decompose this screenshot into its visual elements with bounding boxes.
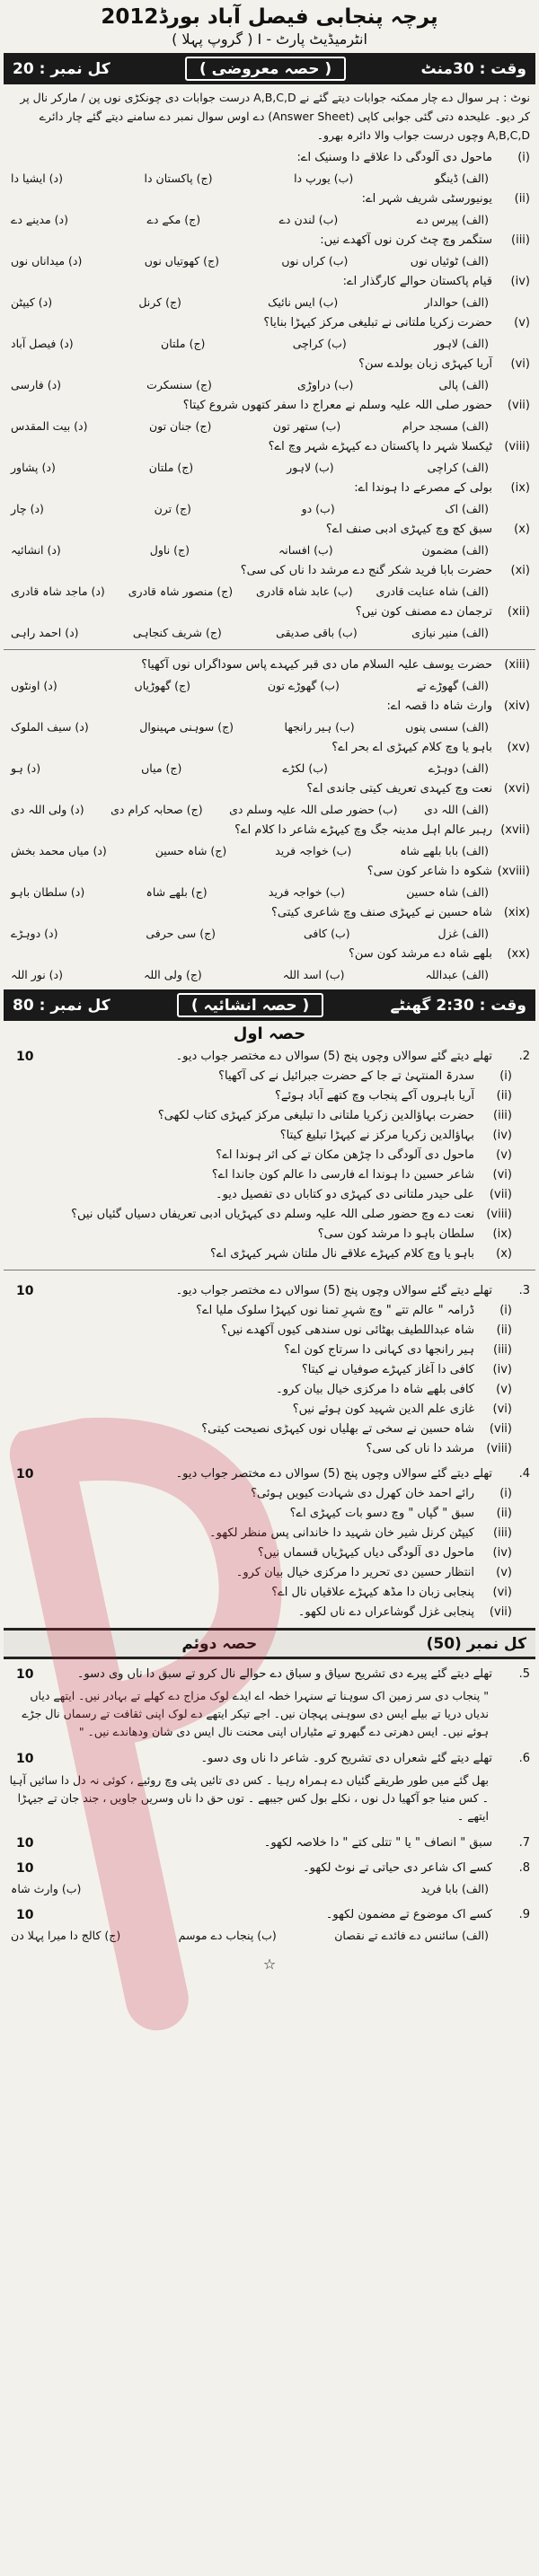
question-text: ترجمان دے مصنف کون نیں؟ xyxy=(355,605,492,619)
short-question-item xyxy=(0,1165,539,1185)
long-option: (ج) کالج دا میرا پہلا دن xyxy=(11,1929,121,1942)
short-question-item xyxy=(0,1563,539,1583)
mcq-option: (ب) لاہور xyxy=(287,461,334,474)
mcq-option: (ج) شریف کنجاہی xyxy=(132,626,222,639)
mcq-option: (الف) ٹوئیاں نوں xyxy=(410,254,489,268)
short-question-item xyxy=(0,1225,539,1244)
mcq-question xyxy=(0,437,539,457)
mcq-question xyxy=(0,313,539,333)
item-text: علی حیدر ملتانی دی کیہڑی دو کتاباں دی تفصیل دیو۔ xyxy=(216,1188,474,1201)
part2-bar xyxy=(4,1628,535,1659)
question-number: (iv) xyxy=(510,275,530,288)
question-text: حضور صلی اللہ علیہ وسلم نے معراج دا سفر کتھوں شروع کیتا؟ xyxy=(182,399,492,412)
item-number: (iv) xyxy=(492,1129,512,1142)
mcq-options xyxy=(0,209,539,231)
long-option: (الف) بابا فرید xyxy=(420,1882,489,1895)
item-number: (v) xyxy=(496,1566,512,1579)
item-text: ڈرامہ " عالم تتے " وچ شہرِ تمنا نوں کیہڑا سلوک ملیا اے؟ xyxy=(196,1304,474,1317)
long-question xyxy=(0,1859,539,1878)
long-question xyxy=(0,1665,539,1684)
question-number: 5. xyxy=(518,1667,530,1681)
mcq-option: (الف) بابا بلھے شاہ xyxy=(400,844,489,857)
question-text: شکوہ دا شاعر کون سی؟ xyxy=(367,865,492,878)
item-number: (v) xyxy=(496,1148,512,1162)
objective-bar xyxy=(4,53,535,84)
short-question-item xyxy=(0,1086,539,1106)
mcq-options xyxy=(0,333,539,355)
long-question xyxy=(0,1749,539,1769)
mcq-option: (ج) سنسکرت xyxy=(146,378,212,391)
mcq-options xyxy=(0,717,539,738)
question-number: 3. xyxy=(518,1284,530,1297)
question-marks: 10 xyxy=(16,1667,34,1682)
item-number: (viii) xyxy=(486,1442,512,1455)
mcq-options xyxy=(0,799,539,821)
mcq-options xyxy=(0,540,539,561)
mcq-option: (د) ماجد شاہ قادری xyxy=(11,585,105,598)
mcq-question xyxy=(0,821,539,840)
mcq-option: (ب) اسد اللہ xyxy=(282,968,345,981)
item-text: آریا باہروں آکے پنجاب وچ کتھے آباد ہوئے؟ xyxy=(275,1089,474,1103)
short-question-heading xyxy=(0,1464,539,1484)
question-number: (vi) xyxy=(510,357,530,371)
item-text: سدرۃ المنتہیٰ تے جا کے حضرت جبرائیل نے کی آکھیا؟ xyxy=(218,1069,474,1083)
question-number: (vii) xyxy=(507,399,530,412)
subjective-bar xyxy=(4,989,535,1021)
mcq-options xyxy=(0,675,539,697)
mcq-option: (الف) مضمون xyxy=(421,543,489,557)
short-question-item xyxy=(0,1524,539,1543)
mcq-option: (الف) کراچی xyxy=(427,461,489,474)
paper-title: پرچہ پنجابی فیصل آباد بورڈ2012 xyxy=(101,5,438,29)
question-text: آریا کیہڑی زبان بولدے سن؟ xyxy=(358,357,492,371)
question-number: (xv) xyxy=(507,741,530,754)
paper-subtitle: انٹرمیڈیٹ پارٹ - I ( گروپ پہلا ) xyxy=(172,31,367,48)
mcq-option: (ج) پاکستان دا xyxy=(144,171,213,185)
mcq-option: (د) اونٹوں xyxy=(11,679,57,692)
subjective-marks: کل نمبر : 80 xyxy=(13,996,110,1015)
mcq-option: (ب) ہیر رانجھا xyxy=(284,720,355,734)
question-marks: 10 xyxy=(16,1836,34,1851)
question-number: (xvi) xyxy=(503,782,530,796)
mcq-option: (د) میداناں نوں xyxy=(11,254,83,268)
mcq-option: (ب) کافی xyxy=(303,927,350,940)
mcq-option: (ب) باقی صدیقی xyxy=(276,626,358,639)
objective-note: نوٹ : ہر سوال دے چار ممکنہ جوابات دیتے گئے نے A,B,C,D درست جوابات دی چونکڑی نوں پن / مارکر نال پر کر دیو۔ علیحدہ دتی گئی جوابی کاپی (Answer Sheet) دے اوس سوال نمبر دے سامنے دیتے گئے چار دائرے A,B,C,D وچوں درست جواب والا دائرہ بھرو۔ xyxy=(20,91,530,142)
mcq-question xyxy=(0,479,539,498)
short-question-item xyxy=(0,1420,539,1439)
question-number: 7. xyxy=(518,1836,530,1850)
short-question-item xyxy=(0,1360,539,1380)
mcq-option: (ب) خواجہ فرید xyxy=(268,885,345,899)
question-number: (xii) xyxy=(507,605,530,619)
mcq-option: (ج) ترن xyxy=(154,502,191,515)
short-question-item xyxy=(0,1583,539,1603)
item-text: انتظار حسین دی تحریر دا مرکزی خیال بیان کرو۔ xyxy=(235,1566,474,1579)
mcq-option: (د) پشاور xyxy=(11,461,56,474)
mcq-option: (ب) حضور صلی اللہ علیہ وسلم دی xyxy=(229,803,398,816)
question-number: (i) xyxy=(517,151,530,164)
item-text: بہاؤالدین زکریا مرکز نے کیہڑا تبلیغ کیتا؟ xyxy=(279,1129,474,1142)
mcq-option: (ب) لکڑے xyxy=(282,761,328,775)
mcq-option: (ج) ملتان xyxy=(148,461,194,474)
mcq-options xyxy=(0,840,539,862)
question-text: سبق " انصاف " یا " تتلی کتے " دا خلاصہ لکھو۔ xyxy=(263,1836,492,1850)
item-number: (ii) xyxy=(496,1323,512,1337)
item-number: (ii) xyxy=(496,1507,512,1520)
mcq-options xyxy=(0,622,539,644)
item-text: باہو یا وچ کلام کیہڑے علاقے نال ملتان شہر کیہڑی اے؟ xyxy=(210,1247,474,1261)
question-text: کسے اک شاعر دی حیاتی تے نوٹ لکھو۔ xyxy=(303,1861,492,1875)
mcq-option: (ب) دراوڑی xyxy=(297,378,354,391)
mcq-option: (الف) شاہ عنایت قادری xyxy=(376,585,489,598)
mcq-option: (الف) اک xyxy=(445,502,489,515)
objective-section: ( حصہ معروضی ) xyxy=(185,57,346,81)
mcq-option: (د) انشائیہ xyxy=(11,543,61,557)
mcq-question xyxy=(0,602,539,622)
mcq-option: (د) سیف الملوک xyxy=(11,720,89,734)
mcq-options xyxy=(0,964,539,986)
item-number: (vii) xyxy=(489,1422,512,1436)
mcq-option: (ج) سی حرفی xyxy=(146,927,216,940)
mcq-question xyxy=(0,520,539,540)
mcq-question xyxy=(0,655,539,675)
item-text: سبق " گپاں " وچ دسو بات کیہڑی اے؟ xyxy=(289,1507,474,1520)
question-text: کسے اک موضوع تے مضمون لکھو۔ xyxy=(325,1908,492,1921)
item-number: (viii) xyxy=(486,1208,512,1221)
objective-marks: کل نمبر : 20 xyxy=(13,59,110,78)
mcq-option: (د) فارسی xyxy=(11,378,62,391)
mcq-option: (ب) لندن دے xyxy=(278,213,339,226)
item-number: (vii) xyxy=(489,1188,512,1201)
short-question-item xyxy=(0,1244,539,1264)
question-number: (viii) xyxy=(504,440,530,453)
question-number: 9. xyxy=(518,1908,530,1921)
question-number: (v) xyxy=(514,316,530,330)
item-number: (x) xyxy=(496,1247,512,1261)
subjective-time: وقت : 2:30 گھنٹے xyxy=(390,997,526,1015)
objective-questions xyxy=(0,148,539,986)
mcq-option: (ب) یورپ دا xyxy=(294,171,354,185)
question-text: نعت وچ کیہدی تعریف کیتی جاندی اے؟ xyxy=(306,782,492,796)
question-text: بلھے شاہ دے مرشد کون سن؟ xyxy=(348,947,492,961)
long-question xyxy=(0,1833,539,1853)
mcq-option: (ب) عابد شاہ قادری xyxy=(256,585,353,598)
question-text: تھلے دیتے گئے شعراں دی تشریح کرو۔ شاعر دا ناں وی دسو۔ xyxy=(200,1752,492,1765)
question-text: حضرت بابا فرید شکر گنج دے مرشد دا ناں کی سی؟ xyxy=(240,564,492,577)
mcq-option: (د) ولی اللہ دی xyxy=(11,803,84,816)
item-text: کافی دا آغاز کیہڑے صوفیاں نے کیتا؟ xyxy=(301,1363,474,1376)
short-question-item xyxy=(0,1205,539,1225)
item-number: (ix) xyxy=(492,1227,512,1241)
question-marks: 10 xyxy=(16,1050,34,1064)
item-text: شاہ عبداللطیف بھٹائی نوں سندھی کیوں آکھدے نیں؟ xyxy=(221,1323,474,1337)
mcq-options xyxy=(0,251,539,272)
item-number: (vi) xyxy=(492,1168,512,1182)
mcq-option: (ب) خواجہ فرید xyxy=(275,844,352,857)
question-number: (ii) xyxy=(514,192,530,206)
item-number: (vi) xyxy=(492,1586,512,1599)
short-question-item xyxy=(0,1341,539,1360)
item-text: شاعر حسین دا ہوندا اے فارسی دا عالم کون جاندا اے؟ xyxy=(211,1168,474,1182)
mcq-options xyxy=(0,374,539,396)
question-marks: 10 xyxy=(16,1861,34,1876)
question-number: (xvii) xyxy=(500,823,530,837)
question-text: یونیورسٹی شریف شہر اے: xyxy=(361,192,492,206)
short-question-item xyxy=(0,1146,539,1165)
question-passage: بھل گئے میں طور طریقے گئیاں دے ہمراہ رہیا ۔ کس دی تائیں پئی وچ روئیے ، کوئی نہ دل دا سائیں آہیا ۔ کس منیا جو آکھیا دل نوں ، نکلے بول کس جیبھے ۔ توں حق دا ناں وسریں جاویں ، جند جان تے جیہڑا ایتھے ۔ xyxy=(9,1773,489,1823)
question-number: 6. xyxy=(518,1752,530,1765)
question-marks: 10 xyxy=(16,1467,34,1481)
mcq-option: (د) میاں محمد بخش xyxy=(11,844,107,857)
subjective-section: ( حصہ انشائیہ ) xyxy=(177,993,323,1017)
question-number: (xiii) xyxy=(504,658,530,672)
mcq-option: (ب) افسانہ xyxy=(278,543,333,557)
mcq-question xyxy=(0,561,539,581)
item-number: (v) xyxy=(496,1383,512,1396)
mcq-options xyxy=(0,882,539,903)
mcq-option: (د) نور اللہ xyxy=(11,968,63,981)
mcq-options xyxy=(0,292,539,313)
mcq-option: (الف) مسجد حرام xyxy=(402,419,489,433)
question-number: (xi) xyxy=(510,564,530,577)
long-options xyxy=(0,1925,539,1947)
question-text: وارث شاہ دا قصہ اے: xyxy=(386,699,492,713)
mcq-option: (الف) پالی xyxy=(438,378,489,391)
question-number: (xiv) xyxy=(503,699,530,713)
mcq-option: (ج) منصور شاہ قادری xyxy=(128,585,234,598)
short-question-item xyxy=(0,1106,539,1126)
item-text: کیپٹن کرنل شیر خان شہید دا خاندانی پس منظر لکھو۔ xyxy=(209,1526,474,1540)
mcq-question xyxy=(0,779,539,799)
mcq-question xyxy=(0,148,539,168)
mcq-option: (ج) مکے دے xyxy=(146,213,201,226)
question-text: باہو یا وچ کلام کیہڑی اے بحر اے؟ xyxy=(331,741,492,754)
question-text: تھلے دیتے گئے سوالاں وچوں پنج (5) سوالاں دے مختصر جواب دیو۔ xyxy=(175,1284,492,1297)
mcq-question xyxy=(0,272,539,292)
item-number: (iii) xyxy=(493,1526,512,1540)
item-text: حضرت بہاؤالدین زکریا ملتانی دا تبلیغی مرکز کیہڑی کتاب لکھی؟ xyxy=(157,1109,474,1122)
mcq-option: (الف) پیرس دے xyxy=(416,213,489,226)
mcq-option: (ب) ستھر تون xyxy=(272,419,341,433)
question-marks: 10 xyxy=(16,1752,34,1766)
mcq-option: (الف) گھوڑے تے xyxy=(416,679,489,692)
mcq-option: (ج) ولی اللہ xyxy=(144,968,202,981)
long-options xyxy=(0,1878,539,1900)
short-question-item xyxy=(0,1185,539,1205)
question-text: ستگمر وچ چٹ کرن نوں آکھدے نیں: xyxy=(320,233,492,247)
mcq-options xyxy=(0,581,539,602)
mcq-question xyxy=(0,697,539,717)
question-number: 8. xyxy=(518,1861,530,1875)
mcq-options xyxy=(0,923,539,945)
short-question-item xyxy=(0,1543,539,1563)
short-question-item xyxy=(0,1439,539,1459)
short-question-heading xyxy=(0,1047,539,1067)
mcq-question xyxy=(0,862,539,882)
mcq-option: (الف) غزل xyxy=(437,927,489,940)
mcq-option: (د) ہو xyxy=(11,761,41,775)
mcq-option: (ب) کراں نوں xyxy=(281,254,349,268)
item-text: ماحول دی آلودگی دا چڑھن مکان تے کی اثر ہوندا اے؟ xyxy=(216,1148,474,1162)
mcq-option: (د) مدینے دے xyxy=(11,213,68,226)
mcq-question xyxy=(0,738,539,758)
objective-time: وقت : 30منٹ xyxy=(420,59,526,78)
mcq-option: (الف) شاہ حسین xyxy=(406,885,489,899)
mcq-option: (ج) سوہنی مہینوال xyxy=(139,720,234,734)
short-question-heading xyxy=(0,1281,539,1301)
question-text: ماحول دی آلودگی دا علاقے دا وسنیک اے: xyxy=(296,151,492,164)
mcq-option: (ج) ملتان xyxy=(161,337,206,350)
mcq-question xyxy=(0,355,539,374)
item-text: پنجابی زبان دا مڈھ کیہڑے علاقیاں نال اے؟ xyxy=(271,1586,474,1599)
mcq-option: (د) دوہڑے xyxy=(11,927,58,940)
mcq-options xyxy=(0,758,539,779)
item-number: (vii) xyxy=(489,1605,512,1619)
item-number: (iii) xyxy=(493,1343,512,1357)
question-text: تھلے دیتے گئے پیرے دی تشریح سیاق و سباق دے حوالے نال کرو تے سبق دا ناں وی دسو۔ xyxy=(76,1667,492,1681)
mcq-question xyxy=(0,903,539,923)
item-number: (i) xyxy=(499,1304,512,1317)
mcq-option: (ج) بلھے شاہ xyxy=(146,885,208,899)
part1-heading: حصہ اول xyxy=(233,1024,306,1043)
mcq-option: (ج) کرنل xyxy=(138,295,181,309)
question-text: حضرت یوسف علیہ السلام ماں دی قبر کیہدے پاس سوداگراں نوں آکھیا؟ xyxy=(141,658,492,672)
item-text: رائے احمد خان کھرل دی شہادت کیویں ہوئی؟ xyxy=(251,1487,474,1500)
item-text: نعت دے وچ حضور صلی اللہ علیہ وسلم دی کیہڑیاں ادبی تعریفاں دسیاں گئیاں نیں؟ xyxy=(71,1208,474,1221)
question-number: (xx) xyxy=(507,947,530,961)
part2-title: حصہ دوئم xyxy=(181,1635,258,1653)
question-marks: 10 xyxy=(16,1908,34,1922)
long-option: (ب) وارث شاہ xyxy=(11,1882,82,1895)
footer-star: ☆ xyxy=(262,1956,277,1973)
question-number: 2. xyxy=(518,1050,530,1063)
mcq-option: (ج) شاہ حسین xyxy=(155,844,227,857)
mcq-option: (الف) اللہ دی xyxy=(423,803,489,816)
item-text: شاہ حسین نے سخی تے بھلیاں نوں کیہڑی نصیحت کیتی؟ xyxy=(201,1422,474,1436)
item-number: (iv) xyxy=(492,1546,512,1560)
mcq-option: (د) احمد راہی xyxy=(11,626,79,639)
short-question-item xyxy=(0,1321,539,1341)
mcq-option: (الف) سسی پنوں xyxy=(405,720,489,734)
question-passage: " پنجاب دی سر زمین اک سوہنا تے سنہرا خطہ اے ایدے لوک مزاج دے کھلے تے بہادر نیں۔ ایتھے دیاں ندیاں دریا تے بیلے ایس دی سوہنی پہچان نیں۔ اجے تیکر ایتھے دے لوک اپنی ثقافت تے رسماں نال جڑے ہوئے نیں۔ ایس دھرتی دے گبھرو تے مٹیاراں اپنی محنت نال ایس دی شان ودھاندے نیں۔ " xyxy=(22,1689,489,1738)
short-questions xyxy=(0,1047,539,1628)
question-text: تھلے دیتے گئے سوالاں وچوں پنج (5) سوالاں دے مختصر جواب دیو۔ xyxy=(175,1050,492,1063)
question-text: شاہ حسین نے کیہڑی صنف وچ شاعری کیتی؟ xyxy=(271,906,492,919)
question-number: (x) xyxy=(514,523,530,536)
question-text: بولی کے مصرعے دا ہوندا اے: xyxy=(354,481,492,495)
long-question xyxy=(0,1905,539,1925)
mcq-option: (ج) ناول xyxy=(149,543,190,557)
mcq-option: (ج) جنان تون xyxy=(148,419,212,433)
mcq-options xyxy=(0,457,539,479)
long-option: (ب) پنجاب دے موسم xyxy=(178,1929,277,1942)
mcq-question xyxy=(0,231,539,251)
short-question-item xyxy=(0,1603,539,1622)
item-text: مرشد دا ناں کی سی؟ xyxy=(366,1442,474,1455)
item-text: ماحول دی آلودگی دیاں کیہڑیاں قسماں نیں؟ xyxy=(257,1546,474,1560)
item-number: (i) xyxy=(499,1069,512,1083)
question-text: رہبر عالم اہل مدینہ جگ وچ کیہڑے شاعر دا کلام اے؟ xyxy=(234,823,492,837)
mcq-option: (الف) دوہڑے xyxy=(428,761,489,775)
item-text: غازی علم الدین شہید کون ہوئے نیں؟ xyxy=(292,1402,474,1416)
mcq-option: (ج) صحابہ کرام دی xyxy=(110,803,203,816)
mcq-question xyxy=(0,945,539,964)
mcq-option: (د) چار xyxy=(11,502,44,515)
mcq-option: (د) کیپٹن xyxy=(11,295,53,309)
item-text: پنجابی غزل گوشاعراں دے ناں لکھو۔ xyxy=(297,1605,474,1619)
section-divider xyxy=(4,649,535,650)
mcq-option: (الف) منیر نیازی xyxy=(411,626,489,639)
short-question-item xyxy=(0,1504,539,1524)
mcq-option: (ب) دو xyxy=(301,502,335,515)
mcq-option: (د) فیصل آباد xyxy=(11,337,74,350)
mcq-option: (د) بیت المقدس xyxy=(11,419,88,433)
mcq-option: (ب) ایس نائیک xyxy=(268,295,339,309)
short-question-item xyxy=(0,1400,539,1420)
question-marks: 10 xyxy=(16,1284,34,1298)
mcq-option: (د) سلطان باہو xyxy=(11,885,85,899)
question-text: تھلے دیتے گئے سوالاں وچوں پنج (5) سوالاں دے مختصر جواب دیو۔ xyxy=(175,1467,492,1481)
mcq-option: (ج) میاں xyxy=(141,761,182,775)
item-number: (iv) xyxy=(492,1363,512,1376)
mcq-option: (الف) لاہور xyxy=(434,337,489,350)
question-text: سبق کچ وچ کیہڑی ادبی صنف اے؟ xyxy=(325,523,492,536)
mcq-option: (ب) گھوڑے تون xyxy=(267,679,340,692)
item-text: کافی بلھے شاہ دا مرکزی خیال بیان کرو۔ xyxy=(276,1383,474,1396)
question-text: ٹیکسلا شہر دا پاکستان دے کیہڑے شہر وچ اے؟ xyxy=(268,440,492,453)
question-text: قیام پاکستان حوالے کارگذار اے: xyxy=(342,275,492,288)
mcq-options xyxy=(0,498,539,520)
mcq-option: (الف) ڈینگو xyxy=(434,171,489,185)
mcq-option: (الف) عبداللہ xyxy=(425,968,489,981)
question-number: 4. xyxy=(518,1467,530,1481)
mcq-option: (ج) گھوڑیاں xyxy=(134,679,191,692)
item-text: سلطان باہو دا مرشد کون سی؟ xyxy=(317,1227,474,1241)
question-text: حضرت زکریا ملتانی نے تبلیغی مرکز کیہڑا بنایا؟ xyxy=(263,316,492,330)
long-option: (الف) سائنس دے فائدے تے نقصان xyxy=(334,1929,489,1942)
mcq-question xyxy=(0,396,539,416)
question-number: (iii) xyxy=(511,233,530,247)
mcq-option: (ج) کھوتیاں نوں xyxy=(144,254,219,268)
short-question-item xyxy=(0,1301,539,1321)
mcq-option: (ب) کراچی xyxy=(292,337,347,350)
mcq-option: (د) ایشیا دا xyxy=(11,171,63,185)
item-number: (iii) xyxy=(493,1109,512,1122)
part2-marks: کل نمبر (50) xyxy=(426,1634,526,1653)
mcq-options xyxy=(0,168,539,189)
item-number: (i) xyxy=(499,1487,512,1500)
short-question-item xyxy=(0,1380,539,1400)
question-number: (xviii) xyxy=(497,865,530,878)
question-number: (ix) xyxy=(510,481,530,495)
mcq-question xyxy=(0,189,539,209)
item-number: (ii) xyxy=(496,1089,512,1103)
short-question-item xyxy=(0,1126,539,1146)
mcq-option: (الف) حوالدار xyxy=(424,295,489,309)
short-question-item xyxy=(0,1484,539,1504)
mcq-options xyxy=(0,416,539,437)
short-question-item xyxy=(0,1067,539,1086)
long-questions xyxy=(0,1665,539,1947)
question-number: (xix) xyxy=(503,906,530,919)
item-number: (vi) xyxy=(492,1402,512,1416)
item-text: ہیر رانجھا دی کہانی دا سرتاج کون اے؟ xyxy=(284,1343,474,1357)
